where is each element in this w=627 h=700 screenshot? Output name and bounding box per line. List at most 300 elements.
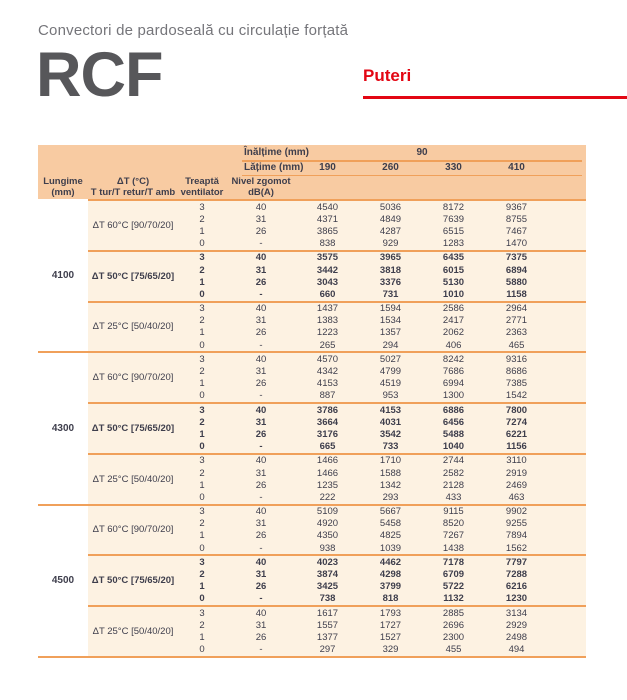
power-value-cell: 5458	[379, 518, 402, 530]
data-row	[178, 416, 586, 428]
fan-step-cell: 2	[199, 619, 205, 631]
dt-label: ΔT 50°C [75/65/20]	[91, 422, 175, 434]
fan-step-cell: 1	[199, 530, 205, 542]
dt-block-rows	[178, 556, 586, 605]
power-value-cell: 7894	[505, 530, 528, 542]
power-value-cell: 294	[382, 339, 399, 351]
power-value-cell: 3799	[379, 581, 402, 593]
dt-block-rows	[178, 303, 586, 352]
dt-block	[88, 250, 586, 301]
power-value-cell: 3376	[379, 276, 402, 288]
dt-label: ΔT 25°C [50/40/20]	[92, 321, 174, 333]
data-row	[178, 353, 586, 365]
fan-step-header-line1: Treaptă	[185, 176, 219, 187]
power-value-cell: 2885	[442, 607, 465, 619]
power-value-cell: 2300	[442, 631, 465, 643]
power-value-cell: 6894	[505, 264, 528, 276]
power-value-cell: 465	[508, 339, 525, 351]
power-value-cell: 2744	[442, 455, 465, 467]
dt-blocks	[88, 506, 586, 656]
data-row	[178, 238, 586, 250]
noise-level-cell: 31	[255, 366, 267, 378]
power-value-cell: 7274	[505, 416, 528, 428]
noise-level-cell: 40	[255, 404, 267, 416]
power-value-cell: 6435	[442, 252, 465, 264]
power-value-cell: 2771	[505, 315, 528, 327]
noise-level-cell: 31	[255, 619, 267, 631]
fan-step-cell: 0	[199, 288, 205, 300]
data-row	[178, 404, 586, 416]
noise-level-cell: -	[259, 593, 263, 605]
length-group	[38, 199, 586, 351]
power-value-cell: 1710	[379, 455, 402, 467]
noise-level-cell: 31	[255, 264, 267, 276]
power-value-cell: 1223	[316, 327, 339, 339]
data-row	[178, 518, 586, 530]
power-value-cell: 953	[382, 390, 399, 402]
power-value-cell: 887	[319, 390, 336, 402]
power-value-cell: 1527	[379, 631, 402, 643]
power-value-cell: 3442	[316, 264, 339, 276]
power-value-cell: 5130	[442, 276, 465, 288]
power-value-cell: 1010	[442, 288, 465, 300]
data-row	[178, 631, 586, 643]
fan-step-cell: 0	[199, 339, 205, 351]
power-value-cell: 2363	[505, 327, 528, 339]
power-value-cell: 3786	[316, 404, 339, 416]
dt-block-rows	[178, 353, 586, 402]
data-row	[178, 441, 586, 453]
power-value-cell: 463	[508, 491, 525, 503]
fan-step-cell: 3	[199, 607, 205, 619]
data-row	[178, 339, 586, 351]
power-value-cell: 1594	[379, 303, 402, 315]
table-header	[38, 145, 586, 199]
data-row	[178, 252, 586, 264]
power-value-cell: 3425	[316, 581, 339, 593]
noise-level-cell: 26	[255, 225, 267, 237]
power-value-cell: 818	[382, 593, 399, 605]
noise-level-cell: 26	[255, 631, 267, 643]
noise-level-cell: -	[259, 288, 263, 300]
power-value-cell: 1383	[316, 315, 339, 327]
fan-step-cell: 1	[199, 428, 205, 440]
data-row	[178, 213, 586, 225]
noise-level-cell: 40	[255, 303, 267, 315]
power-value-cell: 5027	[379, 353, 402, 365]
power-value-cell: 4462	[379, 556, 402, 568]
fan-step-cell: 1	[199, 378, 205, 390]
power-value-cell: 5488	[442, 428, 465, 440]
power-value-cell: 3043	[316, 276, 339, 288]
length-group	[38, 504, 586, 656]
power-value-cell: 1466	[316, 455, 339, 467]
power-value-cell: 2417	[442, 315, 465, 327]
power-value-cell: 3818	[379, 264, 402, 276]
data-row	[178, 479, 586, 491]
power-value-cell: 1156	[506, 441, 527, 453]
noise-level-cell: 26	[255, 276, 267, 288]
width-values	[296, 162, 548, 173]
dt-label: ΔT 25°C [50/40/20]	[92, 473, 174, 485]
power-value-cell: 1342	[379, 479, 402, 491]
power-value-cell: 4153	[316, 378, 339, 390]
fan-step-cell: 0	[199, 491, 205, 503]
power-value-cell: 7797	[505, 556, 528, 568]
power-value-cell: 4570	[316, 353, 339, 365]
fan-step-cell: 3	[199, 506, 205, 518]
power-value-cell: 5036	[379, 201, 402, 213]
data-row	[178, 607, 586, 619]
section-label: Puteri	[363, 66, 412, 85]
fan-step-cell: 1	[199, 581, 205, 593]
noise-level-cell: 40	[255, 607, 267, 619]
dt-label: ΔT 60°C [90/70/20]	[92, 524, 174, 536]
data-row	[178, 390, 586, 402]
power-value-cell: 7800	[505, 404, 528, 416]
power-value-cell: 5109	[316, 506, 339, 518]
power-value-cell: 7686	[442, 366, 465, 378]
power-value-cell: 929	[382, 238, 399, 250]
power-value-cell: 1542	[505, 390, 528, 402]
dt-block	[88, 402, 586, 453]
power-value-cell: 7385	[505, 378, 528, 390]
data-row	[178, 225, 586, 237]
power-value-cell: 2586	[442, 303, 465, 315]
noise-level-cell: 40	[255, 506, 267, 518]
noise-level-cell: -	[259, 644, 263, 656]
power-value-cell: 2582	[442, 467, 465, 479]
dt-block	[88, 453, 586, 504]
power-value-cell: 4031	[379, 416, 402, 428]
power-value-cell: 222	[319, 491, 336, 503]
length-header-line2: (mm)	[51, 187, 75, 198]
page-subtitle: Convectori de pardoseală cu circulație forțată	[38, 22, 349, 39]
fan-step-header-line2: ventilator	[180, 187, 224, 198]
power-value-cell: 3965	[379, 252, 402, 264]
power-value-cell: 1300	[442, 390, 465, 402]
power-value-cell: 4342	[316, 366, 339, 378]
power-value-cell: 6886	[442, 404, 465, 416]
length-group	[38, 351, 586, 503]
noise-level-cell: 26	[255, 479, 267, 491]
noise-level-cell: 26	[255, 530, 267, 542]
width-value-260: 260	[382, 161, 399, 173]
length-header-line1: Lungime	[43, 176, 83, 187]
power-value-cell: 4540	[316, 201, 339, 213]
dt-label: ΔT 50°C [75/65/20]	[91, 575, 175, 587]
power-value-cell: 731	[382, 288, 399, 300]
power-value-cell: 433	[445, 491, 462, 503]
dt-block-rows	[178, 506, 586, 555]
power-value-cell: 1562	[505, 542, 528, 554]
dt-block	[88, 301, 586, 352]
power-value-cell: 3134	[505, 607, 528, 619]
fan-step-cell: 2	[199, 518, 205, 530]
power-value-cell: 329	[382, 644, 399, 656]
fan-step-column-header	[178, 176, 226, 198]
data-row	[178, 201, 586, 213]
length-cell: 4300	[38, 353, 88, 503]
power-value-cell: 2498	[505, 631, 528, 643]
dt-block	[88, 199, 586, 250]
power-value-cell: 1437	[316, 303, 339, 315]
dt-block	[88, 353, 586, 402]
power-value-cell: 8520	[442, 518, 465, 530]
fan-step-cell: 2	[199, 569, 205, 581]
fan-step-cell: 0	[199, 542, 205, 554]
power-value-cell: 2696	[442, 619, 465, 631]
power-value-cell: 1158	[506, 288, 527, 300]
noise-level-cell: 40	[255, 455, 267, 467]
power-value-cell: 7467	[505, 225, 528, 237]
data-row	[178, 530, 586, 542]
power-value-cell: 1377	[316, 631, 339, 643]
width-value-190: 190	[319, 161, 336, 173]
noise-level-cell: 40	[255, 353, 267, 365]
power-value-cell: 733	[382, 441, 399, 453]
power-value-cell: 7267	[442, 530, 465, 542]
power-value-cell: 8755	[505, 213, 528, 225]
power-value-cell: 297	[319, 644, 336, 656]
dt-block-rows	[178, 455, 586, 504]
power-value-cell: 4799	[379, 366, 402, 378]
power-value-cell: 4153	[379, 404, 402, 416]
power-value-cell: 3664	[316, 416, 339, 428]
dt-label: ΔT 60°C [90/70/20]	[92, 372, 174, 384]
length-column-header	[38, 176, 88, 198]
power-value-cell: 2062	[442, 327, 465, 339]
data-row	[178, 378, 586, 390]
noise-level-cell: -	[259, 441, 263, 453]
noise-level-cell: 26	[255, 581, 267, 593]
noise-level-cell: 40	[255, 201, 267, 213]
fan-step-cell: 2	[199, 366, 205, 378]
data-row	[178, 619, 586, 631]
power-value-cell: 265	[319, 339, 336, 351]
noise-level-cell: 40	[255, 252, 267, 264]
power-value-cell: 665	[319, 441, 336, 453]
noise-level-cell: 31	[255, 416, 267, 428]
power-value-cell: 2128	[442, 479, 465, 491]
dt-block-rows	[178, 607, 586, 656]
power-value-cell: 1132	[443, 593, 464, 605]
power-value-cell: 3110	[506, 455, 527, 467]
noise-level-cell: -	[259, 339, 263, 351]
fan-step-cell: 1	[199, 327, 205, 339]
data-row	[178, 644, 586, 656]
length-cell: 4500	[38, 506, 88, 656]
dt-blocks	[88, 353, 586, 503]
noise-level-cell: 31	[255, 213, 267, 225]
fan-step-cell: 3	[199, 201, 205, 213]
width-value-410: 410	[508, 161, 525, 173]
power-value-cell: 4023	[316, 556, 339, 568]
data-row	[178, 276, 586, 288]
powers-table	[38, 145, 586, 658]
power-value-cell: 4350	[316, 530, 339, 542]
power-value-cell: 660	[319, 288, 336, 300]
data-row	[178, 327, 586, 339]
length-cell: 4100	[38, 199, 88, 351]
dt-block	[88, 554, 586, 605]
dt-block	[88, 506, 586, 555]
power-value-cell: 8686	[505, 366, 528, 378]
power-value-cell: 4298	[379, 569, 402, 581]
data-row	[178, 542, 586, 554]
data-row	[178, 506, 586, 518]
dt-block	[88, 605, 586, 656]
noise-level-cell: 26	[255, 378, 267, 390]
height-value: 90	[416, 147, 428, 158]
data-row	[178, 288, 586, 300]
power-value-cell: 6015	[442, 264, 465, 276]
power-value-cell: 2469	[505, 479, 528, 491]
power-value-cell: 8242	[442, 353, 465, 365]
fan-step-cell: 2	[199, 213, 205, 225]
data-row	[178, 428, 586, 440]
product-code-title: RCF	[36, 40, 163, 110]
table-body	[38, 199, 586, 658]
data-row	[178, 581, 586, 593]
power-value-cell: 1534	[379, 315, 402, 327]
section-underline	[363, 96, 627, 99]
power-value-cell: 2919	[505, 467, 528, 479]
noise-level-cell: 31	[255, 315, 267, 327]
power-value-cell: 7288	[505, 569, 528, 581]
power-value-cell: 938	[319, 542, 336, 554]
power-value-cell: 1230	[505, 593, 528, 605]
power-value-cell: 1039	[379, 542, 402, 554]
power-value-cell: 1793	[379, 607, 402, 619]
power-value-cell: 838	[319, 238, 336, 250]
power-value-cell: 6456	[442, 416, 465, 428]
power-value-cell: 1470	[505, 238, 528, 250]
data-row	[178, 556, 586, 568]
power-value-cell: 7178	[442, 556, 465, 568]
power-value-cell: 4371	[316, 213, 339, 225]
height-label: Înălțime (mm)	[244, 147, 310, 158]
fan-step-cell: 1	[199, 276, 205, 288]
power-value-cell: 1235	[316, 479, 339, 491]
noise-level-cell: -	[259, 491, 263, 503]
fan-step-cell: 1	[199, 479, 205, 491]
power-value-cell: 7375	[505, 252, 528, 264]
dt-label: ΔT 25°C [50/40/20]	[92, 625, 174, 637]
power-value-cell: 455	[445, 644, 462, 656]
power-value-cell: 3542	[379, 428, 402, 440]
data-row	[178, 491, 586, 503]
power-value-cell: 406	[445, 339, 462, 351]
noise-level-cell: 31	[255, 569, 267, 581]
power-value-cell: 6221	[505, 428, 528, 440]
data-row	[178, 303, 586, 315]
power-value-cell: 9367	[505, 201, 528, 213]
power-value-cell: 9115	[443, 506, 464, 518]
data-row	[178, 593, 586, 605]
fan-step-cell: 3	[199, 455, 205, 467]
power-value-cell: 3874	[316, 569, 339, 581]
dt-block-rows	[178, 404, 586, 453]
noise-level-cell: 31	[255, 518, 267, 530]
power-value-cell: 4519	[379, 378, 402, 390]
power-value-cell: 7639	[442, 213, 465, 225]
power-value-cell: 4825	[379, 530, 402, 542]
noise-column-header	[226, 176, 296, 198]
fan-step-cell: 0	[199, 390, 205, 402]
fan-step-cell: 2	[199, 264, 205, 276]
power-value-cell: 8172	[442, 201, 465, 213]
fan-step-cell: 0	[199, 441, 205, 453]
fan-step-cell: 0	[199, 238, 205, 250]
noise-header-line2: dB(A)	[248, 187, 274, 198]
width-label: Lățime (mm)	[244, 161, 304, 173]
power-value-cell: 6515	[442, 225, 465, 237]
dt-label: ΔT 60°C [90/70/20]	[92, 219, 174, 231]
power-value-cell: 1283	[442, 238, 465, 250]
power-value-cell: 6216	[505, 581, 528, 593]
dt-blocks	[88, 199, 586, 351]
noise-level-cell: 26	[255, 327, 267, 339]
fan-step-cell: 0	[199, 644, 205, 656]
delta-t-header-line2: T tur/T retur/T amb	[90, 187, 176, 198]
noise-header-line1: Nivel zgomot	[231, 176, 291, 187]
power-value-cell: 2929	[505, 619, 528, 631]
fan-step-cell: 3	[199, 353, 205, 365]
fan-step-cell: 2	[199, 315, 205, 327]
noise-level-cell: 31	[255, 467, 267, 479]
noise-level-cell: 26	[255, 428, 267, 440]
power-value-cell: 1588	[379, 467, 402, 479]
power-value-cell: 5722	[442, 581, 465, 593]
dt-label: ΔT 50°C [75/65/20]	[91, 270, 175, 282]
fan-step-cell: 1	[199, 631, 205, 643]
fan-step-cell: 2	[199, 467, 205, 479]
fan-step-cell: 1	[199, 225, 205, 237]
power-value-cell: 9902	[505, 506, 528, 518]
power-value-cell: 5880	[505, 276, 528, 288]
delta-t-column-header	[88, 176, 178, 198]
power-value-cell: 4920	[316, 518, 339, 530]
power-value-cell: 3176	[316, 428, 339, 440]
power-value-cell: 1357	[379, 327, 402, 339]
power-value-cell: 293	[382, 491, 399, 503]
power-value-cell: 1727	[379, 619, 402, 631]
data-row	[178, 455, 586, 467]
power-value-cell: 3865	[316, 225, 339, 237]
power-value-cell: 9255	[505, 518, 528, 530]
noise-level-cell: 40	[255, 556, 267, 568]
power-value-cell: 6994	[442, 378, 465, 390]
data-row	[178, 315, 586, 327]
power-value-cell: 6709	[442, 569, 465, 581]
noise-level-cell: -	[259, 238, 263, 250]
data-row	[178, 264, 586, 276]
power-value-cell: 4849	[379, 213, 402, 225]
fan-step-cell: 3	[199, 404, 205, 416]
fan-step-cell: 3	[199, 252, 205, 264]
noise-level-cell: -	[259, 390, 263, 402]
fan-step-cell: 0	[199, 593, 205, 605]
power-value-cell: 1040	[442, 441, 465, 453]
width-value-330: 330	[445, 161, 462, 173]
dt-block-rows	[178, 252, 586, 301]
power-value-cell: 2964	[505, 303, 528, 315]
power-value-cell: 738	[319, 593, 336, 605]
power-value-cell: 1557	[316, 619, 339, 631]
fan-step-cell: 2	[199, 416, 205, 428]
power-value-cell: 5667	[379, 506, 402, 518]
